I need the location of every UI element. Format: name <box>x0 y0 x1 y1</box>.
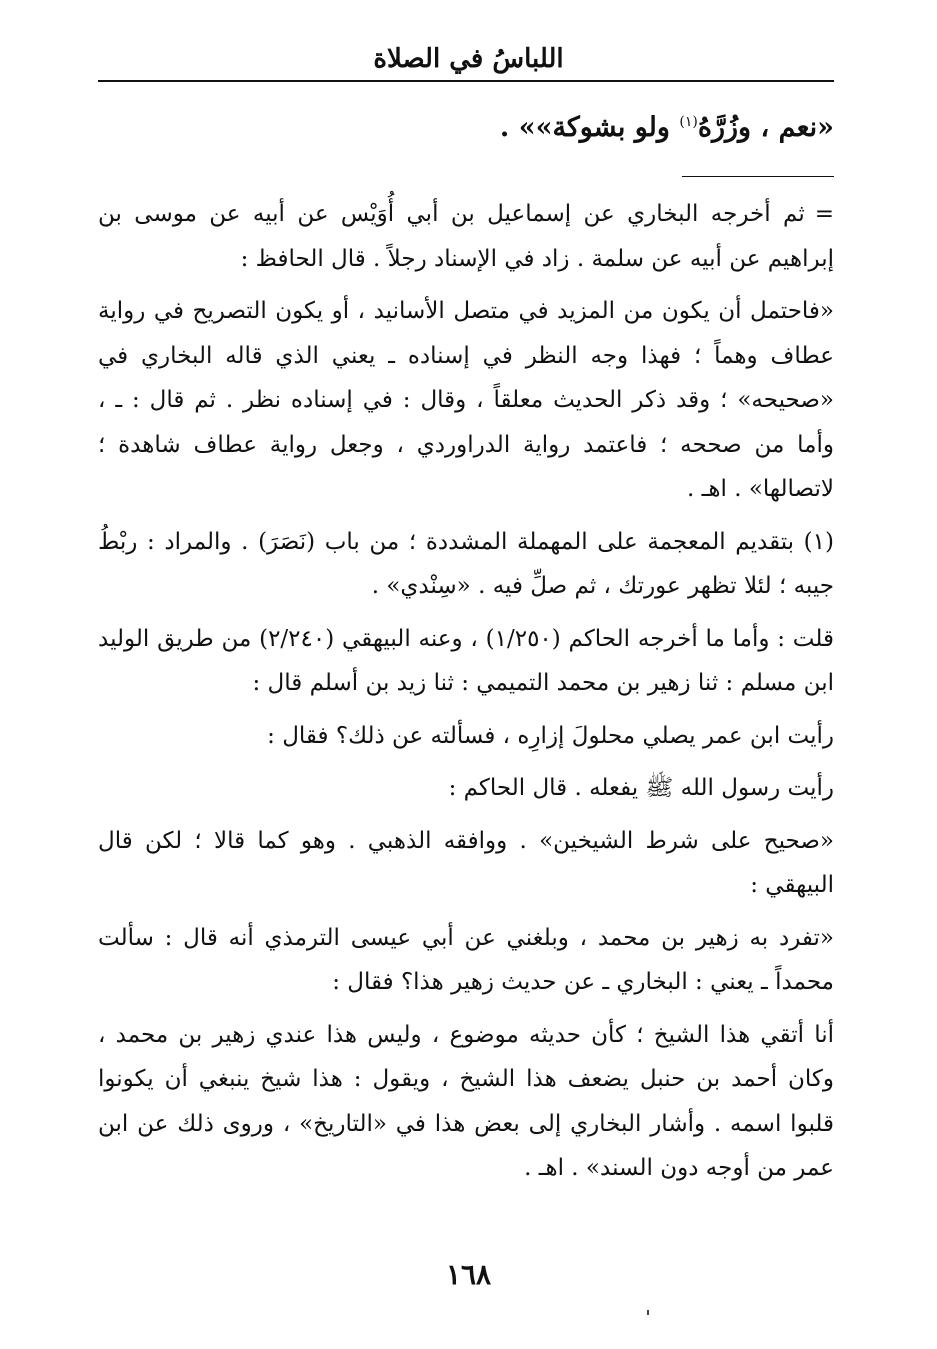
continuation-marker: = <box>814 201 834 227</box>
paragraph-text: ثم أخرجه البخاري عن إسماعيل بن أبي أُوَيْس عن أبيه عن موسى بن إبراهيم عن أبيه عن سلمة . زاد في الإسناد رجلاً . قال الحافظ : <box>98 201 834 272</box>
paragraph-prophet: رأيت رسول الله ﷺ يفعله . قال الحاكم : <box>448 775 834 801</box>
paragraph-bayhaqi: «تفرد به زهير بن محمد ، وبلغني عن أبي عيسى الترمذي أنه قال : سألت محمداً ـ يعني : البخاري ـ عن حديث زهير هذا؟ فقال : <box>98 924 834 995</box>
paragraph-hafiz-quote: «فاحتمل أن يكون من المزيد في متصل الأسانيد ، أو يكون التصريح في رواية عطاف وهماً ؛ فهذا وجه النظر في إسناده ـ يعني الذي قاله البخاري في «صحيحه» ؛ وقد ذكر الحديث معلقاً ، وقال : في إسناده نظر . ثم قال : ـ ، وأما من صححه ؛ فاعتمد رواية الدراوردي ، وجعل رواية عطاف شاهدة ؛ لاتصالها» . اهـ . <box>98 298 834 502</box>
running-header-title: اللباسُ في الصلاة <box>373 44 564 74</box>
paragraph-footnote-1: (١) بتقديم المعجمة على المهملة المشددة ؛ من باب (نَصَرَ) . والمراد : ربْطُ جيبه ؛ لئلا تظهر عورتك ، ثم صلِّ فيه . «سِنْدي» . <box>98 528 834 599</box>
scan-speck <box>647 1310 649 1315</box>
paragraph-sahih: «صحيح على شرط الشيخين» . ووافقه الذهبي . وهو كما قالا ؛ لكن قال البيهقي : <box>98 827 834 898</box>
quote-text-end: ولو بشوكة»» . <box>499 112 680 143</box>
paragraph-bukhari: أنا أتقي هذا الشيخ ؛ كأن حديثه موضوع ، وليس هذا عندي زهير بن محمد ، وكان أحمد بن حنبل يضعف هذا الشيخ ، ويقول : هذا شيخ ينبغي أن يكونوا قلبوا اسمه . وأشار البخاري إلى بعض هذا في «التاريخ» ، وروى ذلك عن ابن عمر من أوجه دون السند» . اهـ . <box>98 1021 834 1181</box>
page-number: ١٦٨ <box>445 1258 492 1291</box>
paragraph-hakim: قلت : وأما ما أخرجه الحاكم (١/٢٥٠) ، وعنه البيهقي (٢/٢٤٠) من طريق الوليد ابن مسلم : ثنا زهير بن محمد التميمي : ثنا زيد بن أسلم قال : <box>98 625 834 696</box>
footnote-separator <box>682 176 834 177</box>
footnote-body <box>98 192 834 1199</box>
header-rule <box>98 80 834 82</box>
hadith-quote-line <box>500 112 834 143</box>
paragraph-continuation <box>98 192 834 281</box>
quote-text-start: «نعم ، وزُرَّهُ <box>697 112 834 143</box>
footnote-marker: (١) <box>679 114 698 130</box>
paragraph-ibn-umar: رأيت ابن عمر يصلي محلولَ إزارِه ، فسألته عن ذلك؟ فقال : <box>267 722 834 749</box>
